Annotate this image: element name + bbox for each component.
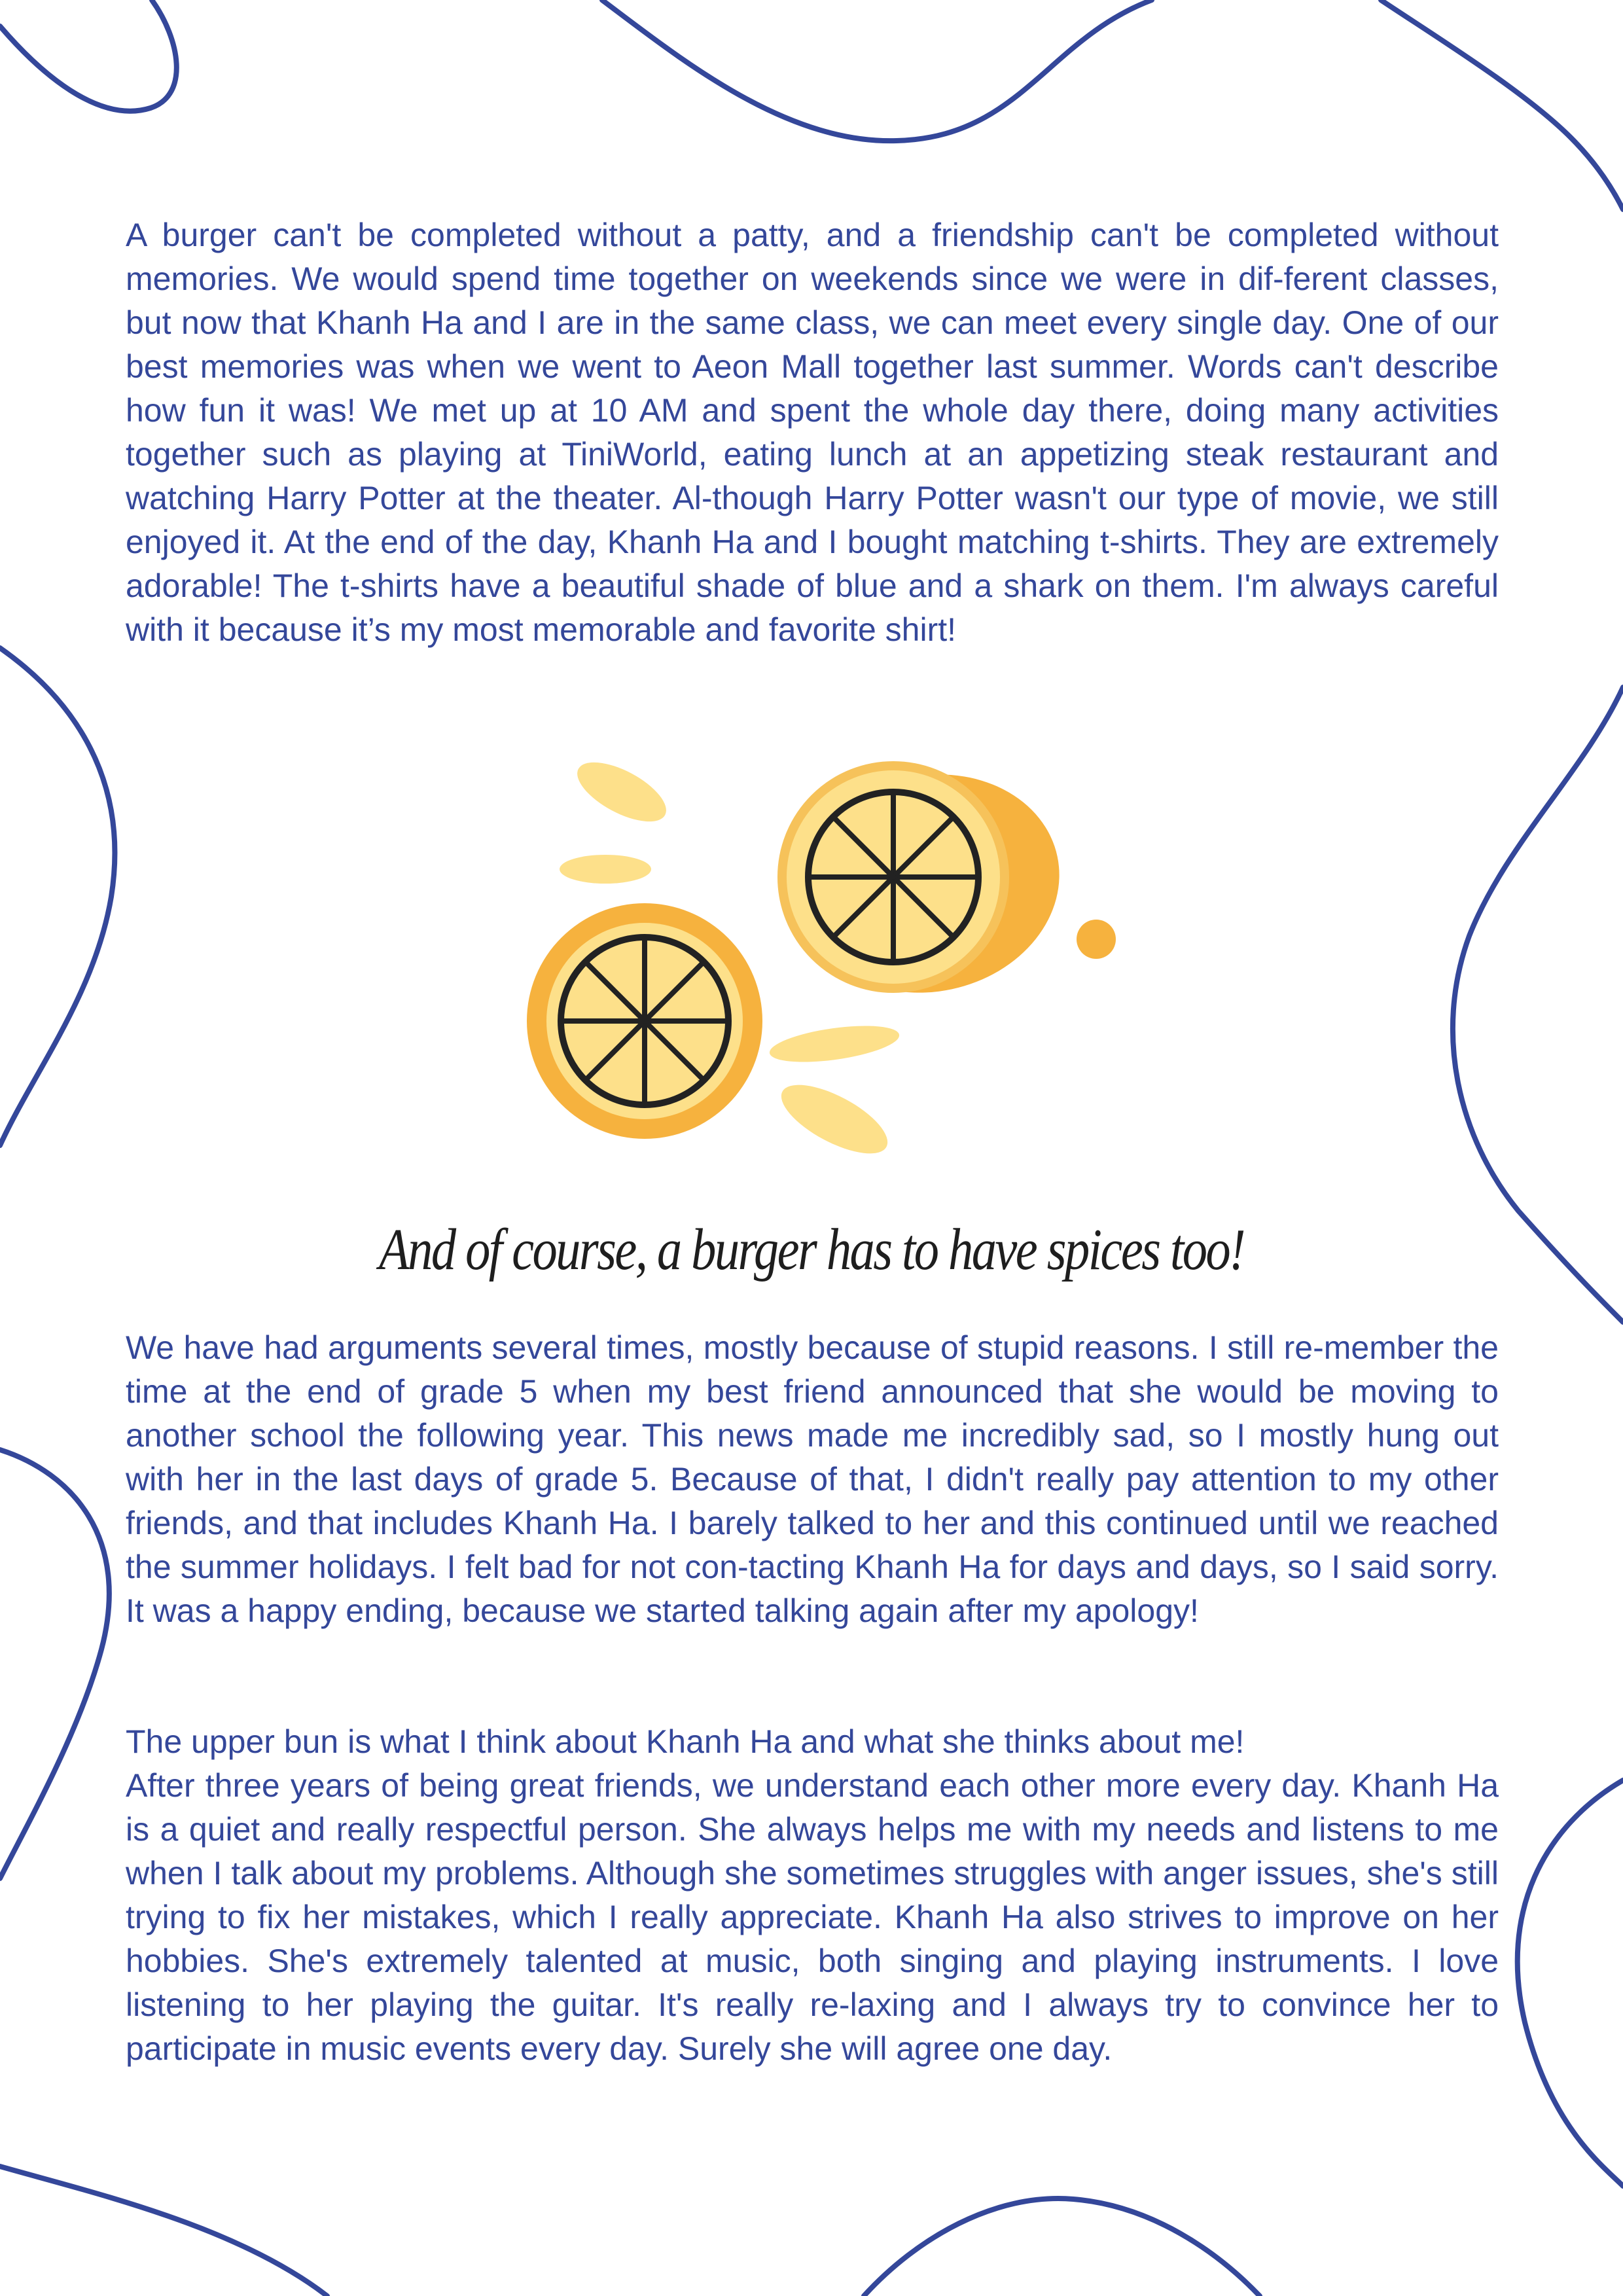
curve-left-lower [0,1450,109,1878]
section-heading: And of course, a burger has to have spices too! [378,1217,1245,1282]
curve-bottom-center [864,2198,1260,2296]
paragraph-memories: A burger can't be completed without a patty, and a friendship can't be completed without memories. We would spend time together on weekends since we were in dif-ferent classes, but now that Khanh Ha and I are in the same class, we can meet every single day. One of our best memories was when we went to Aeon Mall together last summer. Words can't describe how fun it was! We met up at 10 AM and spent the whole day there, doing many activities together such as playing at TiniWorld, eating lunch at an appetizing steak restaurant and watching Harry Potter at the theater. Al-though Harry Potter wasn't our type of movie, we still enjoyed it. At the end of the day, Khanh Ha and I bought matching t-shirts. They are extremely adorable! The t-shirts have a beautiful shade of blue and a shark on them. I'm always careful with it because it’s my most memorable and favorite shirt! [126,217,1499,648]
curve-top-right [1381,0,1623,209]
curve-top-center [602,0,1152,141]
curve-right-lower [1518,1780,1623,2186]
curve-left-middle [0,648,115,1145]
paragraph-arguments: We have had arguments several times, mostly because of stupid reasons. I still re-member the time at the end of grade 5 when my best friend announced that she would be moving to another school the following year. This news made me incredibly sad, so I mostly hung out with her in the last days of grade 5. Because of that, I didn't really pay attention to my other friends, and that includes Khanh Ha. I barely talked to her and this continued until we reached the summer holidays. I felt bad for not con-tacting Khanh Ha for days and days, so I said sorry. It was a happy ending, because we started talking again after my apology! [126,1329,1499,1629]
lemon-slices-icon [510,753,1139,1198]
curve-bottom-left [0,2166,327,2296]
paragraph-upper-bun: The upper bun is what I think about Khanh Ha and what she thinks about me! After three years of being great friends, we understand each other more every day. Khanh Ha is a quiet and really respectful person. She always helps me with my needs and listens to me when I talk about my problems. Although she sometimes struggles with anger issues, she's still trying to fix her mistakes, which I really appreciate. Khanh Ha also strives to improve on her hobbies. She's extremely talented at music, both singing and playing instruments. I love listening to her playing the guitar. It's really re-laxing and I always try to convince her to participate in music events every day. Surely she will agree one day. [126,1723,1499,2067]
curve-top-left [0,0,177,111]
